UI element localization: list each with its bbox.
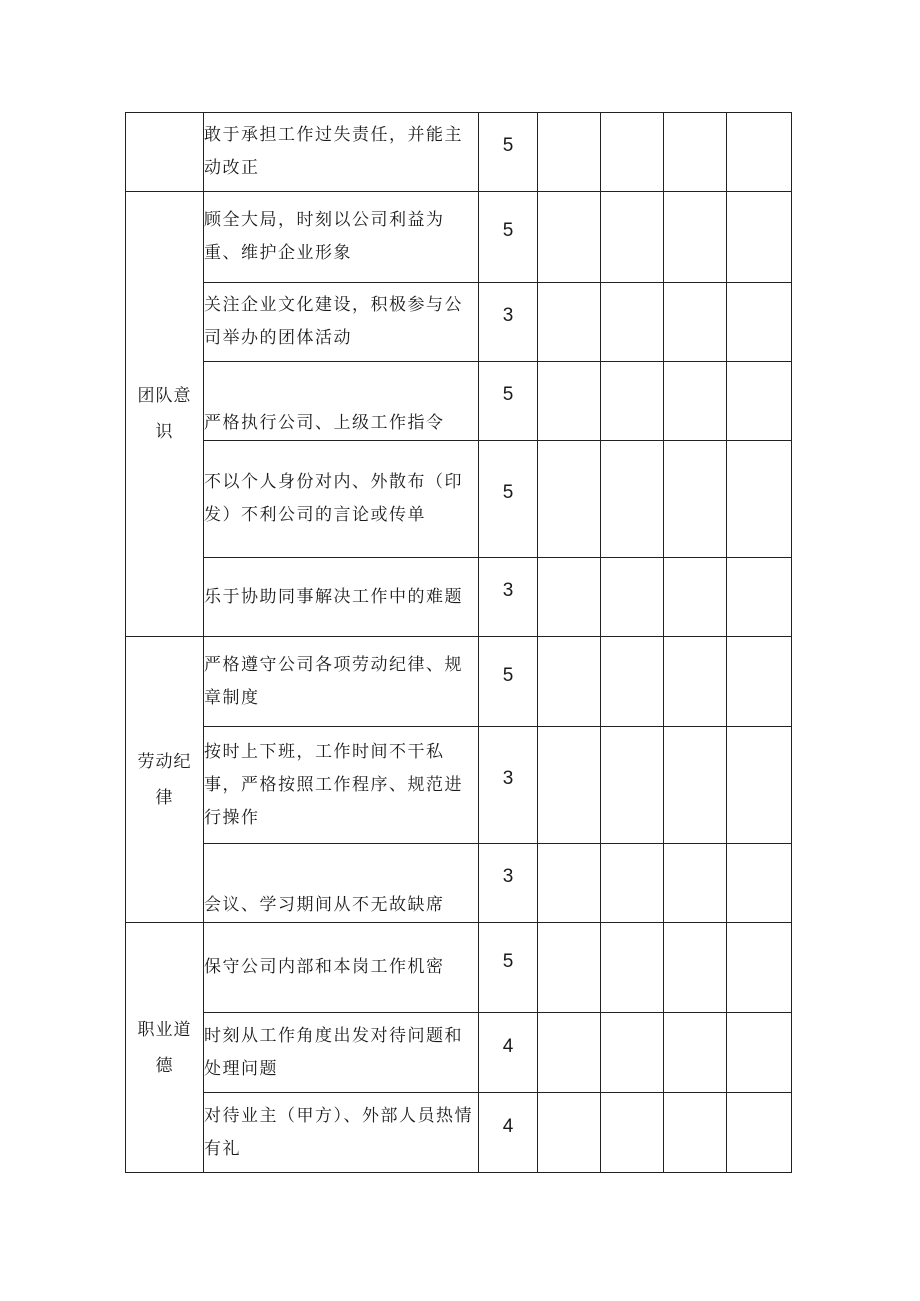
score-cell	[479, 192, 538, 283]
rating-cell[interactable]	[727, 283, 792, 362]
rating-cell[interactable]	[727, 192, 792, 283]
category-label: 职业道德	[137, 1019, 192, 1076]
rating-cell[interactable]	[601, 362, 664, 441]
rating-cell[interactable]	[601, 441, 664, 558]
rating-cell[interactable]	[727, 558, 792, 637]
category-cell-discipline	[126, 637, 204, 923]
rating-cell[interactable]	[664, 283, 727, 362]
score-value: 4	[502, 1035, 514, 1057]
table-row	[126, 558, 792, 637]
criterion-cell: 时刻从工作角度出发对待问题和处理问题	[204, 1013, 479, 1093]
table-row	[126, 283, 792, 362]
score-cell	[479, 283, 538, 362]
table-row	[126, 727, 792, 844]
table-row	[126, 844, 792, 923]
score-value: 4	[502, 1115, 514, 1137]
rating-cell[interactable]	[538, 441, 601, 558]
rating-cell[interactable]	[538, 923, 601, 1013]
rating-cell[interactable]	[664, 844, 727, 923]
rating-cell[interactable]	[538, 283, 601, 362]
category-cell-team	[126, 192, 204, 637]
score-value: 5	[502, 135, 514, 156]
category-label: 劳动纪律	[137, 751, 192, 808]
rating-cell[interactable]	[601, 1093, 664, 1173]
criterion-cell: 不以个人身份对内、外散布（印发）不利公司的言论或传单	[204, 441, 479, 558]
rating-cell[interactable]	[664, 441, 727, 558]
rating-cell[interactable]	[538, 637, 601, 727]
rating-cell[interactable]	[664, 192, 727, 283]
score-cell	[479, 637, 538, 727]
rating-cell[interactable]	[601, 923, 664, 1013]
rating-cell[interactable]	[538, 1013, 601, 1093]
rating-cell[interactable]	[601, 637, 664, 727]
score-cell	[479, 441, 538, 558]
score-cell	[479, 113, 538, 192]
rating-cell[interactable]	[664, 727, 727, 844]
criterion-cell: 乐于协助同事解决工作中的难题	[204, 558, 479, 637]
rating-cell[interactable]	[538, 362, 601, 441]
criterion-cell: 敢于承担工作过失责任，并能主动改正	[204, 113, 479, 192]
table-row	[126, 1013, 792, 1093]
rating-cell[interactable]	[601, 1013, 664, 1093]
criterion-cell: 顾全大局，时刻以公司利益为重、维护企业形象	[204, 192, 479, 283]
rating-cell[interactable]	[664, 113, 727, 192]
rating-cell[interactable]	[727, 637, 792, 727]
score-cell	[479, 1093, 538, 1173]
table-row	[126, 362, 792, 441]
rating-cell[interactable]	[727, 362, 792, 441]
score-cell	[479, 727, 538, 844]
table-row	[126, 113, 792, 192]
score-cell	[479, 844, 538, 923]
score-value: 3	[502, 305, 514, 326]
category-cell-ethics	[126, 923, 204, 1173]
rating-cell[interactable]	[727, 923, 792, 1013]
rating-cell[interactable]	[538, 844, 601, 923]
criterion-cell: 对待业主（甲方）、外部人员热情有礼	[204, 1093, 479, 1173]
rating-cell[interactable]	[664, 1093, 727, 1173]
score-cell	[479, 1013, 538, 1093]
rating-cell[interactable]	[727, 113, 792, 192]
rating-cell[interactable]	[601, 844, 664, 923]
rating-cell[interactable]	[664, 558, 727, 637]
rating-cell[interactable]	[601, 727, 664, 844]
table-row	[126, 923, 792, 1013]
rating-cell[interactable]	[538, 558, 601, 637]
rating-cell[interactable]	[727, 727, 792, 844]
rating-cell[interactable]	[664, 1013, 727, 1093]
score-value: 5	[502, 384, 514, 405]
rating-cell[interactable]	[601, 192, 664, 283]
rating-cell[interactable]	[601, 558, 664, 637]
score-cell	[479, 923, 538, 1013]
score-value: 3	[502, 768, 514, 789]
criterion-cell: 严格遵守公司各项劳动纪律、规章制度	[204, 637, 479, 727]
rating-cell[interactable]	[538, 727, 601, 844]
score-value: 5	[502, 220, 514, 241]
rating-cell[interactable]	[664, 362, 727, 441]
criterion-cell: 会议、学习期间从不无故缺席	[204, 844, 479, 923]
rating-cell[interactable]	[727, 441, 792, 558]
criterion-cell: 严格执行公司、上级工作指令	[204, 362, 479, 441]
criterion-cell: 关注企业文化建设，积极参与公司举办的团体活动	[204, 283, 479, 362]
table-row	[126, 1093, 792, 1173]
score-value: 3	[502, 866, 514, 887]
table-row	[126, 192, 792, 283]
score-value: 3	[502, 580, 514, 601]
rating-cell[interactable]	[538, 113, 601, 192]
criterion-cell: 按时上下班，工作时间不干私事，严格按照工作程序、规范进行操作	[204, 727, 479, 844]
rating-cell[interactable]	[601, 113, 664, 192]
score-value: 5	[502, 482, 514, 503]
table-row	[126, 637, 792, 727]
score-cell	[479, 558, 538, 637]
category-label: 团队意识	[137, 386, 192, 442]
rating-cell[interactable]	[538, 1093, 601, 1173]
rating-cell[interactable]	[664, 923, 727, 1013]
rating-cell[interactable]	[664, 637, 727, 727]
evaluation-table	[125, 112, 792, 1173]
category-cell-empty	[126, 113, 204, 192]
score-value: 5	[502, 664, 514, 686]
criterion-cell: 保守公司内部和本岗工作机密	[204, 923, 479, 1013]
rating-cell[interactable]	[601, 283, 664, 362]
score-value: 5	[502, 950, 514, 972]
rating-cell[interactable]	[538, 192, 601, 283]
rating-cell[interactable]	[727, 1093, 792, 1173]
score-cell	[479, 362, 538, 441]
rating-cell[interactable]	[727, 844, 792, 923]
table-row	[126, 441, 792, 558]
rating-cell[interactable]	[727, 1013, 792, 1093]
